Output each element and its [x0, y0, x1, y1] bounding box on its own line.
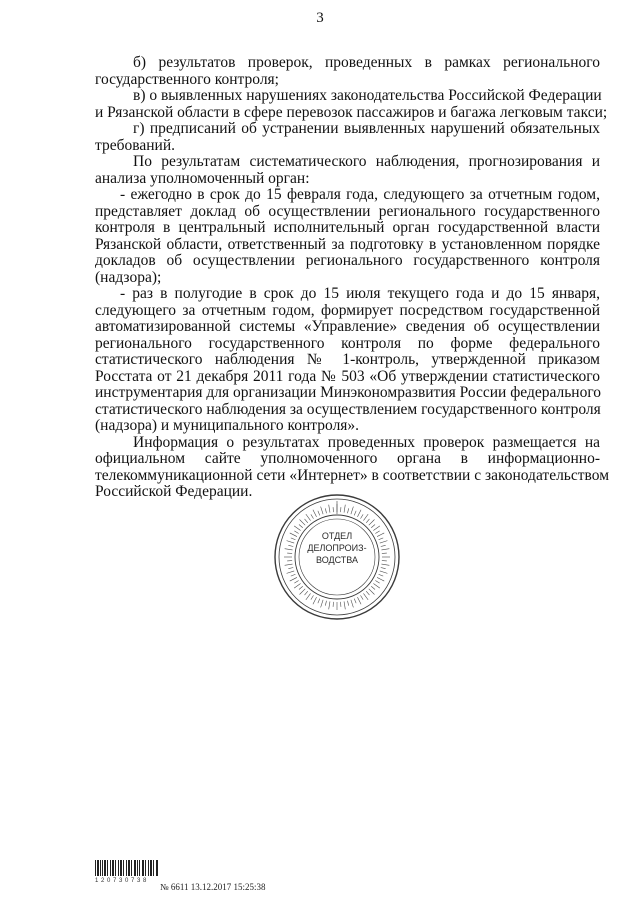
- text-line: (надзора) и муниципального контроля».: [95, 417, 360, 434]
- text-line: анализа уполномоченный орган:: [95, 169, 310, 187]
- stamp-center-text: [302, 530, 372, 566]
- text-line: статистического наблюдения за осуществлением государственного контроля: [95, 400, 601, 418]
- text-line: инструментария для организации Минэкономразвития России федерального: [95, 384, 602, 401]
- text-line: представляет доклад об осуществлении регионального государственного: [95, 202, 600, 220]
- barcode-code: 1 2 0 7 3 0 7 3 8: [95, 878, 147, 884]
- stamp-line-2: ДЕЛОПРОИЗ-: [307, 543, 367, 553]
- page-number: 3: [316, 10, 324, 26]
- text-line: По результатам систематического наблюдения, прогнозирования и: [133, 153, 600, 170]
- text-line: Российской Федерации.: [95, 483, 253, 500]
- footer: [95, 860, 395, 900]
- text-line: контроля в центральный исполнительный орган государственной власти: [95, 219, 600, 236]
- text-line: - раз в полугодие в срок до 15 июля текущего года и до 15 января,: [120, 285, 600, 302]
- text-line: Информация о результатах проведенных проверок размещается на: [133, 433, 600, 451]
- text-line: телекоммуникационной сети «Интернет» в соответствии с законодательством: [95, 466, 610, 484]
- registration-stamp: № 6611 13.12.2017 15:25:38: [160, 882, 266, 892]
- text-line: г) предписаний об устранении выявленных нарушений обязательных: [133, 120, 600, 137]
- text-line: - ежегодно в срок до 15 февраля года, следующего за отчетным годом,: [120, 186, 600, 203]
- text-line: статистического наблюдения № 1-контроль, утвержденной приказом: [95, 351, 600, 368]
- text-line: официальном сайте уполномоченного органа в информационно-: [95, 450, 600, 467]
- text-line: Рязанской области, ответственный за подготовку в установленном порядке: [95, 235, 600, 253]
- stamp-line-1: ОТДЕЛ: [321, 531, 353, 541]
- text-line: (надзора);: [95, 268, 162, 286]
- text-line: и Рязанской области в сфере перевозок пассажиров и багажа легковым такси;: [95, 103, 608, 121]
- text-line: докладов об осуществлении регионального государственного контроля: [95, 252, 600, 269]
- text-line: автоматизированной системы «Управление» сведения об осуществлении: [95, 318, 600, 335]
- official-stamp: [272, 492, 402, 622]
- stamp-line-3: ВОДСТВА: [315, 555, 358, 565]
- text-line: в) о выявленных нарушениях законодательства Российской Федерации: [133, 87, 602, 104]
- text-line: Росстата от 21 декабря 2011 года № 503 «Об утверждении статистического: [95, 367, 600, 385]
- text-line: регионального государственного контроля по форме федерального: [95, 334, 600, 352]
- text-line: требований.: [95, 136, 175, 154]
- text-line: государственного контроля;: [95, 70, 279, 88]
- text-line: следующего за отчетным годом, формирует посредством государственной: [95, 301, 600, 319]
- document-body: [95, 54, 610, 501]
- text-line: б) результатов проверок, проведенных в рамках регионального: [133, 54, 600, 71]
